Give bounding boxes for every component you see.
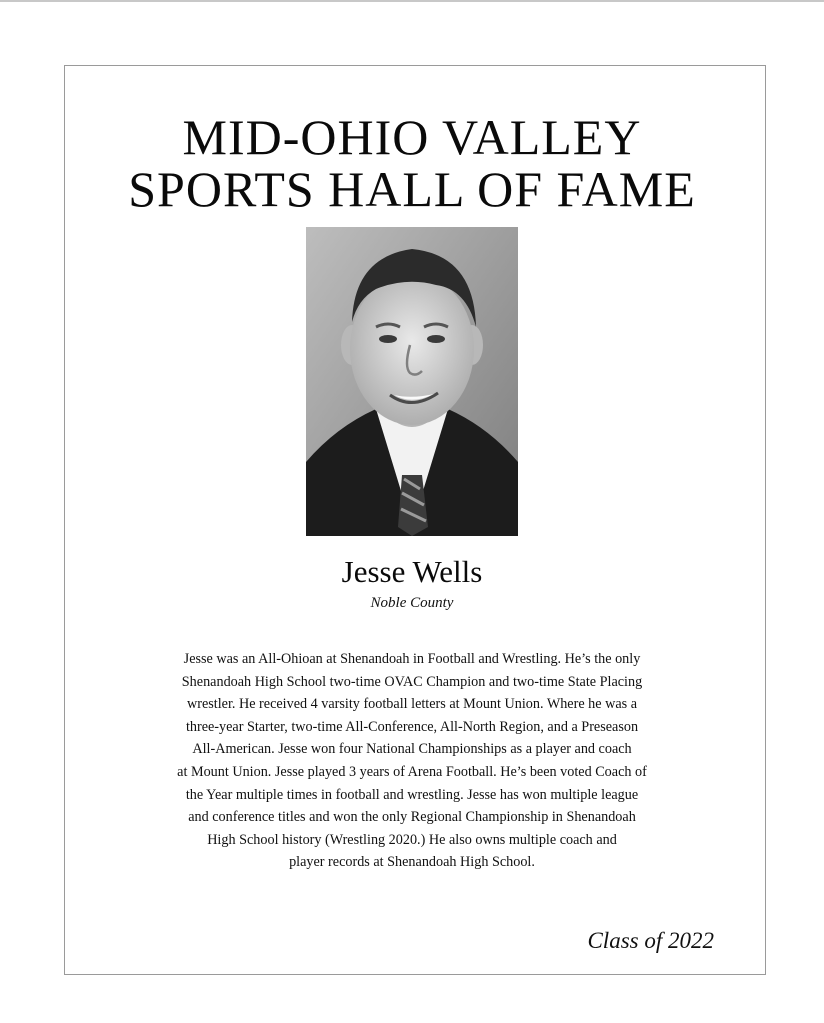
- bio-line: All-American. Jesse won four National Championships as a player and coach: [192, 741, 632, 758]
- portrait-illustration: [306, 227, 518, 536]
- induction-class: Class of 2022: [587, 928, 714, 953]
- inductee-county: Noble County: [370, 595, 454, 611]
- plaque-title-line-1: MID-OHIO VALLEY: [182, 109, 642, 165]
- bio-line: Jesse was an All-Ohioan at Shenandoah in Football and Wrestling. He’s the only: [183, 651, 641, 667]
- bio-line: three-year Starter, two-time All-Conference, All-North Region, and a Preseason: [185, 718, 639, 735]
- bio-line: the Year multiple times in football and wrestling. Jesse has won multiple league: [185, 786, 639, 803]
- bio-line: Shenandoah High School two-time OVAC Champion and two-time State Placing: [181, 673, 643, 690]
- bio-line: High School history (Wrestling 2020.) He also owns multiple coach and: [207, 831, 617, 848]
- bio-line: at Mount Union. Jesse played 3 years of Arena Football. He’s been voted Coach of: [177, 763, 647, 780]
- top-rule: [0, 0, 824, 2]
- inductee-biography: [110, 648, 714, 874]
- bio-line: and conference titles and won the only Regional Championship in Shenandoah: [188, 809, 636, 826]
- bio-line: wrestler. He received 4 varsity football letters at Mount Union. Where he was a: [186, 696, 638, 713]
- plaque-title-line-2: SPORTS HALL OF FAME: [128, 161, 696, 217]
- bio-line: player records at Shenandoah High School.: [289, 854, 535, 871]
- inductee-portrait: [306, 227, 518, 536]
- inductee-name: Jesse Wells: [341, 554, 483, 589]
